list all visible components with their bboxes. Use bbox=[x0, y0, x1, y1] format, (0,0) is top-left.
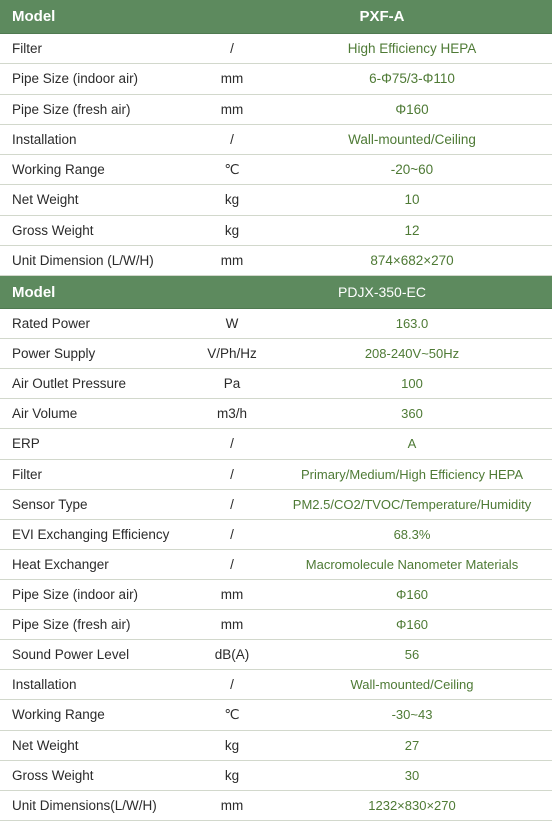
row-unit: dB(A) bbox=[214, 647, 250, 663]
row-value: Wall-mounted/Ceiling bbox=[350, 677, 474, 693]
row-label: Power Supply bbox=[12, 346, 96, 362]
row-unit: mm bbox=[220, 797, 244, 813]
table-row bbox=[0, 550, 552, 580]
table-row bbox=[0, 670, 552, 700]
row-value: 100 bbox=[401, 376, 423, 392]
row-value: 30 bbox=[404, 767, 420, 783]
row-unit: mm bbox=[220, 252, 244, 268]
row-value: -30~43 bbox=[391, 707, 433, 723]
row-value: 874×682×270 bbox=[370, 252, 454, 268]
table-row bbox=[0, 339, 552, 369]
row-label: Working Range bbox=[12, 162, 105, 178]
row-label: Air Volume bbox=[12, 406, 78, 422]
table-row bbox=[0, 246, 552, 276]
table-row bbox=[0, 185, 552, 215]
model-label: Model bbox=[12, 8, 56, 25]
row-value: 56 bbox=[404, 647, 420, 663]
row-label: Pipe Size (indoor air) bbox=[12, 71, 139, 87]
table-row bbox=[0, 399, 552, 429]
row-unit: / bbox=[230, 556, 234, 572]
table-row bbox=[0, 580, 552, 610]
row-label: Working Range bbox=[12, 707, 105, 723]
table-row bbox=[0, 369, 552, 399]
row-label: Pipe Size (fresh air) bbox=[12, 101, 131, 117]
table-row bbox=[0, 791, 552, 821]
row-unit: / bbox=[230, 41, 234, 57]
row-unit: Pa bbox=[223, 376, 241, 392]
row-value: 163.0 bbox=[395, 316, 429, 332]
row-unit: W bbox=[225, 316, 239, 332]
row-unit: / bbox=[230, 677, 234, 693]
row-value: 12 bbox=[404, 222, 420, 238]
table-row bbox=[0, 155, 552, 185]
row-value: 360 bbox=[401, 406, 423, 422]
table-row bbox=[0, 520, 552, 550]
row-unit: kg bbox=[224, 222, 240, 238]
row-unit: / bbox=[230, 526, 234, 542]
row-unit: kg bbox=[224, 737, 240, 753]
row-value: Wall-mounted/Ceiling bbox=[348, 131, 476, 147]
row-value: -20~60 bbox=[390, 162, 434, 178]
row-label: Installation bbox=[12, 677, 77, 693]
model-header bbox=[0, 0, 552, 34]
row-value: Φ160 bbox=[395, 587, 429, 603]
model-value: PXF-A bbox=[359, 8, 405, 25]
table-row bbox=[0, 700, 552, 730]
row-label: Rated Power bbox=[12, 316, 91, 332]
row-unit: mm bbox=[220, 587, 244, 603]
table-row bbox=[0, 761, 552, 791]
row-value: 6-Φ75/3-Φ110 bbox=[369, 71, 455, 87]
row-value: Primary/Medium/High Efficiency HEPA bbox=[300, 466, 524, 482]
row-unit: mm bbox=[220, 617, 244, 633]
row-value: Φ160 bbox=[395, 101, 429, 117]
row-value: 68.3% bbox=[393, 526, 431, 542]
spec-table-pdjx-350-ec bbox=[0, 276, 552, 821]
row-unit: kg bbox=[224, 192, 240, 208]
row-label: Net Weight bbox=[12, 737, 79, 753]
row-label: EVI Exchanging Efficiency bbox=[12, 526, 170, 542]
row-unit: / bbox=[230, 466, 234, 482]
row-unit: / bbox=[230, 436, 234, 452]
row-label: Sensor Type bbox=[12, 496, 88, 512]
row-value: Φ160 bbox=[395, 617, 429, 633]
table-row bbox=[0, 95, 552, 125]
row-label: Pipe Size (indoor air) bbox=[12, 587, 139, 603]
row-label: Sound Power Level bbox=[12, 647, 130, 663]
table-row bbox=[0, 429, 552, 459]
row-label: Heat Exchanger bbox=[12, 556, 109, 572]
model-label: Model bbox=[12, 283, 56, 301]
row-unit: mm bbox=[220, 71, 244, 87]
row-unit: m3/h bbox=[216, 406, 247, 422]
model-value: PDJX-350-EC bbox=[338, 284, 426, 300]
row-value: 10 bbox=[404, 192, 420, 208]
row-value: PM2.5/CO2/TVOC/Temperature/Humidity bbox=[292, 496, 532, 512]
row-unit: ℃ bbox=[224, 161, 240, 177]
row-value: 1232×830×270 bbox=[368, 797, 456, 813]
row-unit: / bbox=[230, 496, 234, 512]
row-label: Installation bbox=[12, 131, 77, 147]
row-value: High Efficiency HEPA bbox=[347, 41, 477, 57]
row-label: ERP bbox=[12, 436, 40, 452]
row-label: Unit Dimension (L/W/H) bbox=[12, 252, 154, 268]
row-label: Gross Weight bbox=[12, 222, 94, 238]
row-label: Filter bbox=[12, 41, 42, 57]
table-row bbox=[0, 731, 552, 761]
row-value: Macromolecule Nanometer Materials bbox=[305, 556, 519, 572]
spec-table-pxf-a bbox=[0, 0, 552, 276]
row-value: 208-240V~50Hz bbox=[364, 346, 460, 362]
table-row bbox=[0, 640, 552, 670]
table-row bbox=[0, 64, 552, 94]
row-label: Gross Weight bbox=[12, 767, 94, 783]
table-row bbox=[0, 34, 552, 64]
table-row bbox=[0, 125, 552, 155]
row-unit: mm bbox=[220, 101, 244, 117]
row-label: Unit Dimensions(L/W/H) bbox=[12, 797, 157, 813]
table-row bbox=[0, 460, 552, 490]
table-row bbox=[0, 216, 552, 246]
table-row bbox=[0, 610, 552, 640]
row-unit: kg bbox=[224, 767, 240, 783]
row-unit: / bbox=[230, 131, 234, 147]
model-header bbox=[0, 276, 552, 309]
row-value: A bbox=[407, 436, 417, 452]
row-label: Pipe Size (fresh air) bbox=[12, 617, 131, 633]
table-row bbox=[0, 309, 552, 339]
row-value: 27 bbox=[404, 737, 420, 753]
row-label: Filter bbox=[12, 466, 42, 482]
table-row bbox=[0, 490, 552, 520]
row-label: Net Weight bbox=[12, 192, 79, 208]
row-label: Air Outlet Pressure bbox=[12, 376, 127, 392]
row-unit: ℃ bbox=[224, 706, 240, 722]
row-unit: V/Ph/Hz bbox=[207, 346, 257, 362]
